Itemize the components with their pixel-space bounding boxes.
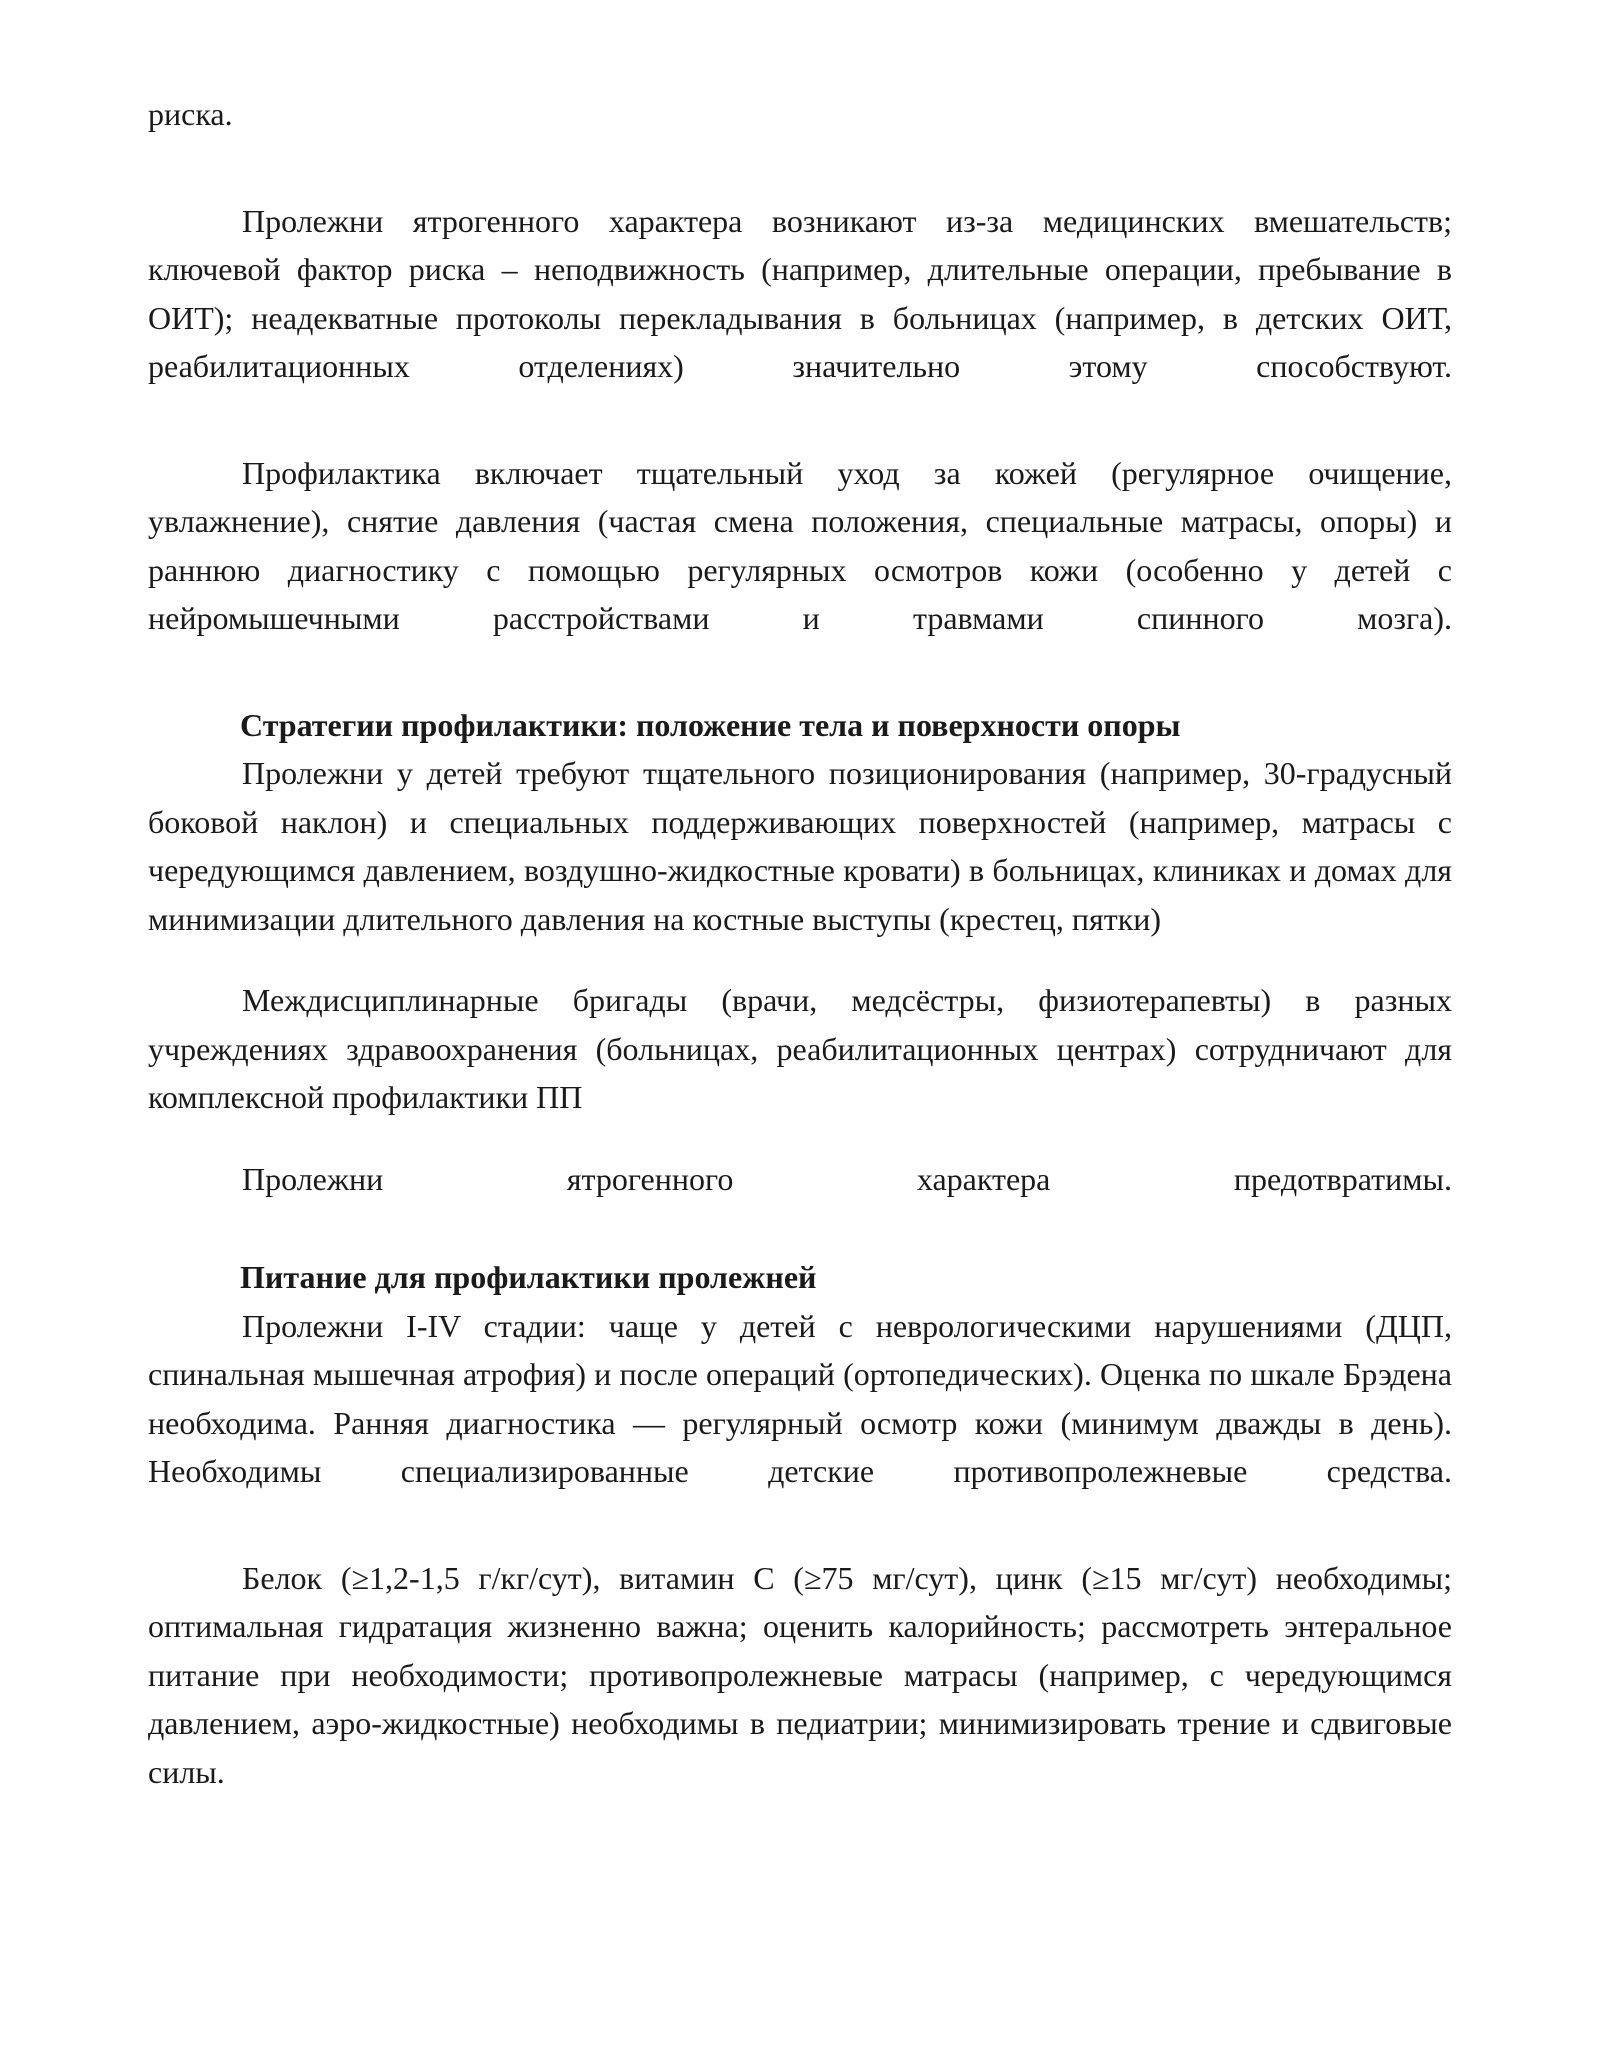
spacer [148, 1496, 1452, 1554]
document-page [148, 90, 1452, 1796]
spacer [148, 391, 1452, 449]
paragraph-positioning: Пролежни у детей требуют тщательного позиционирования (например, 30-градусный боковой наклон) и специальных поддерживающих поверхностей (например, матрасы с чередующимся давлением, воздушно-жидкостные кровати) в больницах, клиниках и домах для минимизации длительного давления на костные выступы (крестец, пятки) [148, 755, 1452, 937]
spacer [148, 1122, 1452, 1155]
paragraph-iatrogenic: Пролежни ятрогенного характера возникают из-за медицинских вмешательств; ключевой фактор риска – неподвижность (например, длительные операции, пребывание в ОИТ); неадекватные протоколы перекладывания в больницах (например, в детских ОИТ, реабилитационных отделениях) значительно этому способствуют. [148, 202, 1452, 384]
paragraph-prevention: Профилактика включает тщательный уход за кожей (регулярное очищение, увлажнение), снятие давления (частая смена положения, специальные матрасы, опоры) и раннюю диагностику с помощью регулярных осмотров кожи (особенно у детей с нейромышечными расстройствами и травмами спинного мозга). [148, 454, 1452, 636]
paragraph-teams: Междисциплинарные бригады (врачи, медсёстры, физиотерапевты) в разных учреждениях здравоохранения (больницах, реабилитационных центрах) сотрудничают для комплексной профилактики ПП [148, 982, 1452, 1115]
paragraph-stages: Пролежни I-IV стадии: чаще у детей с неврологическими нарушениями (ДЦП, спинальная мышечная атрофия) и после операций (ортопедических). Оценка по шкале Брэдена необходима. Ранняя диагностика — регулярный осмотр кожи (минимум дважды в день). Необходимы специализированные детские противопролежневые средства. [148, 1307, 1452, 1489]
spacer [148, 643, 1452, 701]
paragraph-preventable: Пролежни ятрогенного характера предотвратимы. [242, 1160, 1452, 1197]
spacer [148, 943, 1452, 976]
paragraph-nutrients: Белок (≥1,2-1,5 г/кг/сут), витамин С (≥75 мг/сут), цинк (≥15 мг/сут) необходимы; оптимальная гидратация жизненно важна; оценить калорийность; рассмотреть энтеральное питание при необходимости; противопролежневые матрасы (например, с чередующимся давлением, аэро-жидкостные) необходимы в педиатрии; минимизировать трение и сдвиговые силы. [148, 1559, 1452, 1790]
paragraph-fragment: риска. [148, 96, 233, 132]
spacer [148, 139, 1452, 197]
spacer [148, 1203, 1452, 1253]
heading-strategies: Стратегии профилактики: положение тела и поверхности опоры [240, 706, 1181, 743]
heading-nutrition: Питание для профилактики пролежней [240, 1259, 817, 1295]
